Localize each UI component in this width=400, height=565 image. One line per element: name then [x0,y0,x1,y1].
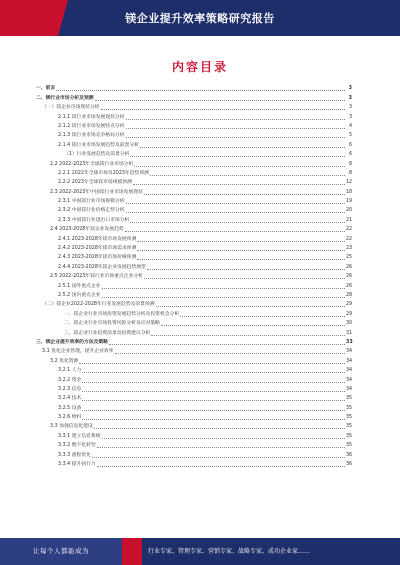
toc-leader-dots [102,438,345,439]
toc-page-number: 23 [346,246,353,252]
toc-leader-dots [140,147,345,148]
toc-page-number: 6 [348,152,352,158]
toc-leader-dots [95,100,345,101]
toc-entry[interactable] [36,281,352,290]
toc-leader-dots [126,128,346,129]
toc-entry[interactable] [36,84,352,93]
toc-page-number: 26 [346,274,353,280]
toc-entry-text: 三、镁企业行业投资前景及投资建议分析 [64,330,151,336]
toc-entry[interactable] [36,262,352,271]
toc-leader-dots [150,175,345,176]
toc-leader-dots [102,288,345,289]
toc-page-number: 22 [346,236,353,242]
toc-entry-text: （一）镁企业市场现状分析 [42,105,100,111]
toc-leader-dots [147,269,345,270]
toc-page-number: 35 [346,405,353,411]
toc-leader-dots [130,222,345,223]
footer-slogan-left: 让每个人都能成为 [0,538,122,565]
toc-entry-text: （1）行业发展趋势及前景分析 [64,152,130,158]
toc-entry-text: 2.4.3 2023-2028年镁市场价格预测 [58,255,137,261]
toc-entry-text: 3.2 优化资源 [50,358,79,364]
toc-entry-text: 2.4 2023-2028年镁企业发展趋势 [50,227,124,233]
toc-leader-dots [126,212,346,213]
toc-page-number: 34 [346,358,353,364]
toc-page-number: 3 [348,86,352,92]
toc-entry-text: 3.2.5 设备 [58,405,82,411]
toc-page-number: 22 [346,227,353,233]
toc-page-number: 34 [346,368,353,374]
toc-page-number: 3 [348,114,352,120]
toc-page-number: 35 [346,396,353,402]
toc-entry-text: 2.3.2 中国镁行业价格走势分析 [58,208,125,214]
toc-leader-dots [82,400,345,401]
toc-entry[interactable] [36,112,352,121]
toc-entry[interactable] [36,375,352,384]
toc-entry[interactable] [36,159,352,168]
toc-leader-dots [82,410,345,411]
toc-entry-text: 三、镁企业提升效率的方法及策略 [36,339,108,345]
toc-entry[interactable] [36,460,352,469]
toc-entry[interactable] [36,215,352,224]
toc-leader-dots [126,119,346,120]
toc-entry-text: 2.1.1 镁行业市场发展现状分析 [58,114,125,120]
toc-page-number: 25 [346,255,353,261]
toc-page-number: 35 [346,415,353,421]
toc-entry-text: 3.3.3 流程优化 [58,452,91,458]
toc-entry[interactable] [36,356,352,365]
toc-leader-dots [82,382,345,383]
toc-entry-text: 3.2.2 资金 [58,377,82,383]
toc-entry[interactable] [36,234,352,243]
toc-leader-dots [115,353,345,354]
toc-entry[interactable] [36,253,352,262]
toc-page-number: 29 [346,311,353,317]
toc-entry-text: 二、镁行业市场分析及预测 [36,95,94,101]
toc-entry-text: 2.5 2022-2023年镁行业市场重点企业分析 [50,274,143,280]
toc-entry[interactable] [36,441,352,450]
footer-bar [0,538,400,565]
toc-leader-dots [79,363,345,364]
toc-entry-text: 2.4.2 2023-2028年镁市场需求预测 [58,246,137,252]
toc-entry-text: 2.5.1 国外重点企业 [58,283,101,289]
toc-page-number: 34 [346,377,353,383]
toc-page-number: 36 [346,462,353,468]
toc-entry[interactable] [36,300,352,309]
toc-page-number: 36 [346,452,353,458]
toc-entry-text: 3.1 优化企业管理，提升企业效率 [42,349,114,355]
toc-leader-dots [180,316,345,317]
toc-page-number: 19 [346,199,353,205]
toc-entry[interactable] [36,206,352,215]
toc-entry-text: 2.3 2022-2023年中国镁行业市场发展现状 [50,189,143,195]
toc-page-number: 18 [346,189,353,195]
toc-entry-text: 3.3.4 提升执行力 [58,462,96,468]
toc-entry-text: 3.3.2 数字化转型 [58,443,96,449]
toc-entry[interactable] [36,403,352,412]
toc-entry[interactable] [36,140,352,149]
toc-leader-dots [144,278,345,279]
toc-entry-text: 2.2.2 2023年全球镁市场规模预测 [58,180,132,186]
toc-leader-dots [137,259,345,260]
toc-entry-text: 3.2.4 技术 [58,396,82,402]
toc-entry-text: 3.3.1 建立信息系统 [58,433,101,439]
toc-entry[interactable] [36,225,352,234]
toc-entry[interactable] [36,122,352,131]
toc-leader-dots [125,231,345,232]
toc-entry[interactable] [36,187,352,196]
toc-entry-text: 3.2.3 信息 [58,386,82,392]
toc-entry-text: 3.3 加强信息化建设 [50,424,93,430]
toc-entry-text: 2.2 2022-2023年全球镁行业市场分析 [50,161,134,167]
toc-page-number: 33 [346,339,353,345]
toc-entry-text: 2.2.1 2022年全球市场及2023年趋势预测 [58,170,149,176]
toc-page-number: 12 [346,180,353,186]
toc-entry-text: 2.3.1 中国镁行业市场规模分析 [58,199,125,205]
table-of-contents [36,84,352,469]
toc-entry[interactable] [36,422,352,431]
toc-page-number: 29 [346,302,353,308]
toc-page-number: 8 [348,170,352,176]
toc-entry[interactable] [36,328,352,337]
toc-entry[interactable] [36,150,352,159]
toc-leader-dots [56,90,345,91]
header-bar [0,0,400,36]
toc-entry-text: 2.3.3 中国镁行业进出口市场分析 [58,217,130,223]
toc-page-number: 4 [348,123,352,129]
toc-page-number: 31 [346,330,353,336]
toc-page-number: 26 [346,283,353,289]
toc-entry[interactable] [36,131,352,140]
toc-entry[interactable] [36,169,352,178]
toc-entry-text: 2.4.4 2023-2028年镁企业发展趋势展望 [58,264,146,270]
toc-leader-dots [126,137,346,138]
toc-entry-text: 2.1.2 镁行业市场发展特点分析 [58,123,125,129]
toc-entry[interactable] [36,347,352,356]
toc-entry-text: 一、镁企业行业市场投资发展趋势分析及投资机会分析 [64,311,180,317]
toc-leader-dots [82,391,345,392]
toc-page-number: 5 [348,133,352,139]
toc-entry[interactable] [36,413,352,422]
toc-page-number: 26 [346,264,353,270]
toc-leader-dots [161,325,345,326]
toc-leader-dots [134,166,345,167]
toc-heading: 内容目录 [171,60,228,74]
toc-entry[interactable] [36,394,352,403]
toc-entry-text: 一、前言 [36,86,56,92]
toc-entry[interactable] [36,338,352,347]
toc-leader-dots [97,466,345,467]
toc-leader-dots [126,203,346,204]
toc-entry[interactable] [36,309,352,318]
footer-accent [122,538,142,565]
toc-leader-dots [109,344,345,345]
toc-entry[interactable] [36,431,352,440]
toc-page-number: 35 [346,433,353,439]
toc-leader-dots [156,306,346,307]
toc-leader-dots [151,335,345,336]
toc-page-number: 3 [348,95,352,101]
toc-page-number: 34 [346,349,353,355]
toc-entry[interactable] [36,450,352,459]
toc-entry[interactable] [36,319,352,328]
toc-page-number: 34 [346,386,353,392]
toc-entry[interactable] [36,272,352,281]
toc-page-number: 20 [346,208,353,214]
toc-entry-text: 3.2.6 物料 [58,415,82,421]
toc-entry[interactable] [36,103,352,112]
footer-slogan-right: 行业专家、管理专家、营销专家、战略专家、成功企业家…… [148,548,311,555]
toc-leader-dots [144,194,345,195]
report-title: 镁企业提升效率策略研究报告 [125,12,275,25]
toc-page-number: 8 [348,161,352,167]
toc-leader-dots [92,457,345,458]
toc-entry-text: 2.5.2 国内重点企业 [58,292,101,298]
toc-entry[interactable] [36,366,352,375]
toc-leader-dots [94,428,345,429]
toc-page-number: 35 [346,424,353,430]
toc-leader-dots [82,419,345,420]
toc-entry[interactable] [36,178,352,187]
toc-leader-dots [82,372,345,373]
toc-leader-dots [137,241,345,242]
toc-entry-text: 2.1.4 镁行业市场发展趋势及前景分析 [58,142,139,148]
toc-leader-dots [102,297,345,298]
toc-leader-dots [137,250,345,251]
toc-page-number: 21 [346,217,353,223]
toc-page-number: 3 [348,105,352,111]
toc-page-number: 30 [346,321,353,327]
toc-entry-text: 3.2.1 人力 [58,368,82,374]
toc-entry[interactable] [36,197,352,206]
toc-entry[interactable] [36,291,352,300]
toc-entry-text: 二、镁企业行业市场投资风险分析及应对策略 [64,321,160,327]
toc-page-number: 6 [348,142,352,148]
toc-entry[interactable] [36,93,352,102]
toc-leader-dots [101,109,345,110]
toc-entry[interactable] [36,385,352,394]
toc-page-number: 35 [346,443,353,449]
toc-entry-text: 2.1.3 镁行业市场竞争格局分析 [58,133,125,139]
toc-leader-dots [133,184,345,185]
toc-page-number: 28 [346,292,353,298]
toc-entry-text: （二）镁企业2022-2028年行业发展趋势及前景预测 [42,302,155,308]
toc-leader-dots [130,156,345,157]
toc-leader-dots [97,447,345,448]
toc-entry[interactable] [36,244,352,253]
toc-entry-text: 2.4.1 2023-2028年镁市场发展预测 [58,236,137,242]
